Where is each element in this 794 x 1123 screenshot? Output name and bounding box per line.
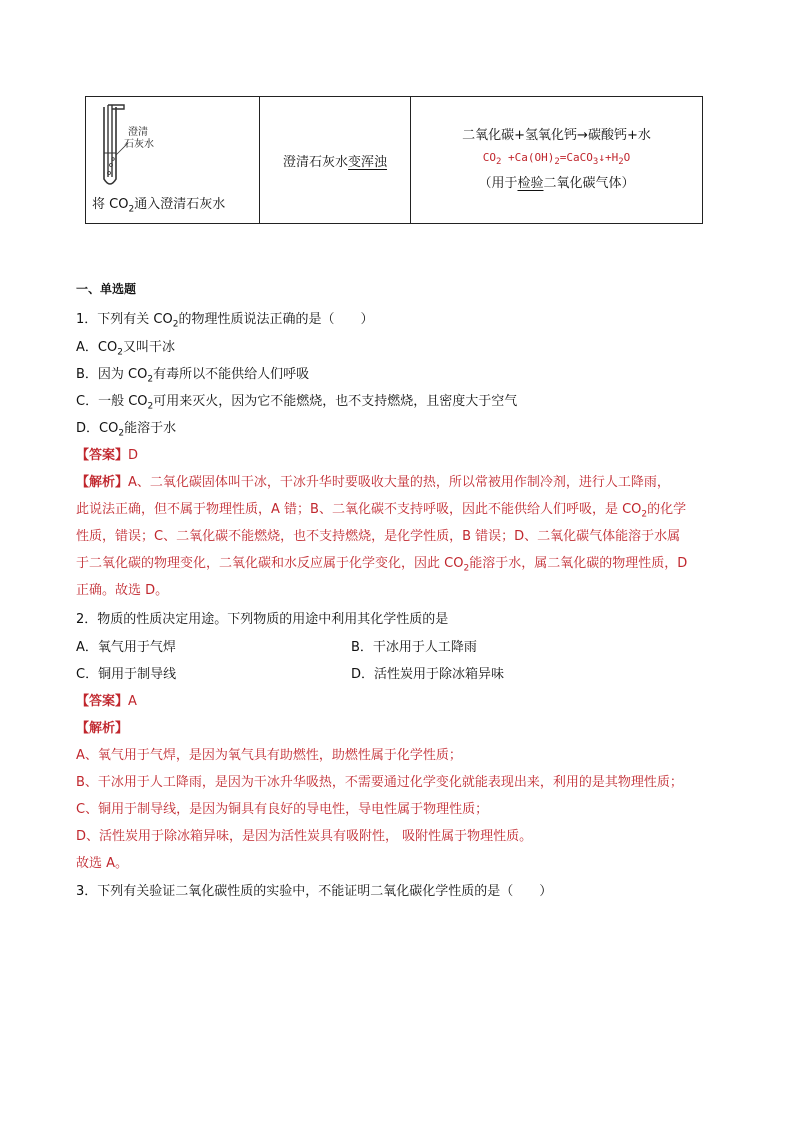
q1-stem: 1．下列有关 $CO_2$的物理性质说法正确的是（ ）: [76, 312, 374, 330]
q2-analysis-line5: 故选 A。: [76, 856, 129, 871]
q2-analysis-line1: A、氧气用于气焊，是因为氧气具有助燃性，助燃性属于化学性质；: [76, 748, 462, 763]
phenomenon-underlined: 变浑浊: [348, 154, 388, 170]
q2-analysis-line2: B、干冰用于人工降雨，是因为干冰升华吸热，不需要通过化学变化就能表现出来，利用的是其物理性质；: [76, 775, 683, 790]
q2-answer: 【答案】A: [76, 694, 137, 709]
chemical-equation: $CO_2$ $+Ca(OH)_2=CaCO_3↓+H_2O$: [482, 150, 631, 168]
q1-option-a: A．$CO_2$又叫干冰: [76, 340, 175, 358]
q1-option-c: C．一般 $CO_2$可用来灭火，因为它不能燃烧，也不支持燃烧，且密度大于空气: [76, 394, 518, 412]
q2-analysis-tag: 【解析】: [76, 721, 129, 736]
q2-option-a: A．氧气用于气焊: [76, 640, 176, 655]
q1-analysis-line3: 性质，错误；C、二氧化碳不能燃烧，也不支持燃烧，是化学性质，B 错误；D、二氧化碳气体能溶于水属: [76, 529, 681, 544]
experiment-table: [85, 96, 703, 224]
q2-analysis-line3: C、铜用于制导线，是因为铜具有良好的导电性，导电性属于物理性质；: [76, 802, 489, 817]
q1-analysis-line5: 正确。故选 D。: [76, 583, 169, 598]
q1-analysis-line1: 【解析】A、二氧化碳固体叫干冰，干冰升华时要吸收大量的热，所以常被用作制冷剂，进行人工降雨，: [76, 475, 670, 490]
word-equation: 二氧化碳+氢氧化钙→碳酸钙+水: [462, 127, 651, 143]
phenomenon-text: 澄清石灰水: [282, 154, 348, 170]
equation-cell: [411, 97, 703, 224]
q2-option-b: B．干冰用于人工降雨: [351, 640, 477, 655]
figure-caption: 将 $CO_2$通入澄清石灰水: [92, 197, 226, 215]
q2-analysis-line4: D、活性炭用于除冰箱异味，是因为活性炭具有吸附性， 吸附性属于物理性质。: [76, 829, 533, 844]
phenomenon-cell: [260, 97, 411, 224]
q1-analysis-line4: 于二氧化碳的物理变化，二氧化碳和水反应属于化学变化，因此 $CO_2$能溶于水，属二氧化碳的物理性质，D: [76, 556, 688, 574]
q1-answer: 【答案】D: [76, 448, 139, 463]
experiment-figure-cell: [86, 97, 260, 224]
q3-stem: 3．下列有关验证二氧化碳性质的实验中，不能证明二氧化碳化学性质的是（ ）: [76, 884, 553, 899]
q2-option-d: D．活性炭用于除冰箱异味: [351, 667, 505, 682]
equation-note: （用于检验二氧化碳气体）: [478, 176, 635, 192]
q2-option-c: C．铜用于制导线: [76, 667, 177, 682]
q1-analysis-line2: 此说法正确，但不属于物理性质，A 错；B、二氧化碳不支持呼吸，因此不能供给人们呼吸，是 $CO_2$的化学: [76, 502, 687, 520]
table-row: [86, 97, 703, 224]
q1-option-b: B．因为 $CO_2$有毒所以不能供给人们呼吸: [76, 367, 310, 385]
test-tube-illustration: [94, 103, 184, 193]
section-title: 一、单选题: [76, 282, 137, 296]
q2-stem: 2．物质的性质决定用途。下列物质的用途中利用其化学性质的是: [76, 612, 449, 627]
tube-label-line2: 石灰水: [124, 139, 154, 150]
tube-label-line1: 澄清: [128, 127, 148, 138]
q1-option-d: D．$CO_2$能溶于水: [76, 421, 177, 439]
